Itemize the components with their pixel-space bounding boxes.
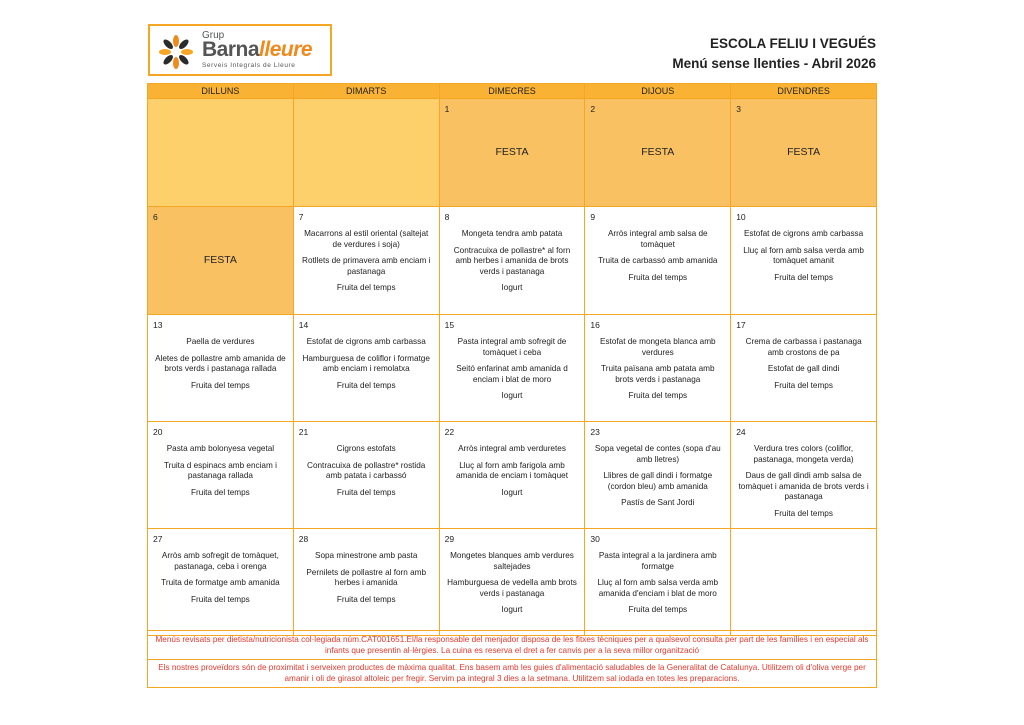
day-number: 24 (736, 427, 746, 437)
day-cell (293, 207, 439, 315)
dish-list (294, 422, 439, 498)
dish-item: Lluç al forn amb salsa verda amb amanida d'enciam i blat de moro (597, 578, 719, 598)
dish-item: Fruita del temps (336, 487, 396, 497)
dish-list (585, 422, 730, 509)
day-cell (148, 315, 294, 422)
dish-item: Rotllets de primavera amb enciam i pastanaga (302, 256, 431, 276)
dish-item: Pastís de Sant Jordi (621, 498, 695, 507)
day-number: 28 (298, 534, 309, 544)
day-number: 27 (153, 534, 163, 544)
day-number: 6 (153, 212, 158, 222)
day-number: 23 (590, 427, 600, 437)
dish-item: Fruita del temps (628, 605, 688, 614)
dish-list (148, 422, 293, 498)
day-number: 13 (153, 320, 163, 330)
dish-item: Fruita del temps (774, 508, 833, 518)
week-row (148, 315, 877, 422)
day-cell (585, 207, 731, 315)
dish-item: Contracuixa de pollastre* al forn amb herbes i amanida de brots verds i pastanaga (453, 245, 571, 276)
dish-item: Pernilets de pollastre al forn amb herbes i amanida (306, 567, 427, 587)
dish-item: Seitó enfarinat amb amanida d enciam i blat de moro (456, 364, 568, 384)
dish-list (731, 422, 876, 519)
day-number: 2 (590, 104, 596, 114)
day-number: 8 (444, 212, 450, 222)
logo-tagline: Serveis Integrals de Lleure (202, 62, 296, 69)
dish-item: Hamburguesa de vedella amb brots verds i pastanaga (447, 578, 577, 598)
day-number: 3 (736, 104, 741, 114)
menu-weeks (148, 99, 877, 636)
week-row (148, 207, 877, 315)
dish-item: Estofat de gall dindi (767, 364, 840, 373)
day-number: 9 (590, 212, 596, 222)
dish-item: Estofat de cigrons amb carbassa (743, 229, 864, 238)
dish-item: Pasta amb bolonyesa vegetal (166, 444, 275, 453)
week-row (148, 529, 877, 636)
day-cell (293, 99, 439, 207)
holiday-label: FESTA (495, 146, 529, 158)
day-cell (293, 422, 439, 529)
dish-item: Arròs integral amb salsa de tomàquet (607, 229, 708, 249)
dish-list (440, 207, 585, 294)
dish-item: Paella de verdures (186, 337, 255, 346)
day-cell (585, 529, 731, 636)
dish-item: Fruita del temps (191, 487, 250, 497)
day-number: 29 (444, 534, 455, 544)
day-number: 22 (444, 427, 455, 437)
day-cell (731, 315, 877, 422)
dish-item: Fruita del temps (191, 380, 250, 390)
dish-item: Sopa minestrone amb pasta (314, 551, 418, 560)
day-number: 14 (298, 320, 309, 330)
day-cell (439, 529, 585, 636)
dish-item: Fruita del temps (628, 272, 688, 282)
dish-item: Estofat de cigrons amb carbassa (306, 337, 426, 346)
dish-list (585, 529, 730, 616)
weekday-header: DIVENDRES (731, 84, 877, 99)
weekday-header: DIMARTS (293, 84, 439, 99)
dish-list (585, 315, 730, 402)
day-cell (731, 422, 877, 529)
dish-item: Cigrons estofats (336, 444, 396, 453)
dish-item: Iogurt (501, 391, 523, 400)
dish-list (148, 315, 293, 391)
dish-item: Fruita del temps (774, 380, 833, 390)
dish-list (294, 315, 439, 391)
day-cell (585, 315, 731, 422)
dish-item: Arròs integral amb verduretes (458, 444, 566, 453)
day-number: 20 (153, 427, 163, 437)
dish-item: Hamburguesa de coliflor i formatge amb enciam i remolatxa (302, 353, 430, 373)
dish-list (440, 529, 585, 616)
day-cell (439, 207, 585, 315)
dish-item: Truita païsana amb patata amb brots verds i pastanaga (601, 364, 715, 384)
dish-list (585, 207, 730, 283)
dish-item: Fruita del temps (628, 391, 688, 400)
day-cell (148, 422, 294, 529)
week-row (148, 422, 877, 529)
logo-name: Barnalleure (202, 38, 313, 61)
dish-item: Pasta integral amb sofregit de tomàquet i ceba (457, 337, 567, 357)
holiday-label: FESTA (641, 146, 675, 158)
dish-item: Truita de formatge amb amanida (161, 578, 280, 587)
day-cell (148, 529, 294, 636)
menu-title: Menú sense llenties - Abril 2026 (672, 56, 876, 71)
dish-item: Fruita del temps (191, 594, 250, 604)
weekday-header: DILLUNS (148, 84, 294, 99)
dish-list (148, 529, 293, 605)
dish-item: Iogurt (501, 605, 523, 614)
dish-item: Sopa vegetal de contes (sopa d'au amb lletres) (594, 444, 721, 464)
day-cell (585, 422, 731, 529)
dish-item: Estofat de mongeta blanca amb verdures (599, 337, 716, 357)
day-cell (293, 529, 439, 636)
day-cell (585, 99, 731, 207)
dish-item: Arròs amb sofregit de tomàquet, pastanaga, ceba i orenga (161, 551, 279, 571)
holiday-label: FESTA (787, 146, 821, 158)
day-cell (439, 99, 585, 207)
day-cell (148, 207, 294, 315)
weekday-header: DIMECRES (439, 84, 585, 99)
dish-item: Daus de gall dindi amb salsa de tomàquet i amanida de brots verds i pastanaga (738, 471, 869, 501)
weekday-header: DIJOUS (585, 84, 731, 99)
dish-list (731, 315, 876, 391)
dish-list (440, 315, 585, 402)
dish-item: Aletes de pollastre amb amanida de brots verds i pastanaga rallada (155, 353, 286, 373)
dish-item: Lluç al forn amb salsa verda amb tomàquet amanit (743, 245, 864, 265)
dish-item: Truita d espinacs amb enciam i pastanaga rallada (163, 460, 277, 480)
dish-item: Iogurt (501, 487, 523, 497)
dish-item: Pasta integral a la jardinera amb formatge (598, 551, 717, 571)
day-cell (731, 207, 877, 315)
day-cell (439, 315, 585, 422)
document-header (672, 34, 876, 74)
day-cell (148, 99, 294, 207)
dish-item: Lluç al forn amb farigola amb amanida de enciam i tomàquet (456, 460, 568, 480)
dish-item: Llibres de gall dindi i formatge (cordon bleu) amb amanida (603, 471, 713, 491)
weekday-header-row (148, 84, 877, 99)
dish-list (294, 529, 439, 605)
dish-item: Verdura tres colors (coliflor, pastanaga, mongeta verda) (753, 444, 854, 464)
day-cell (731, 99, 877, 207)
logo (148, 24, 332, 76)
suppliers-note: Els nostres proveïdors són de proximitat i serveixen productes de màxima qualitat. Ens basem amb les guies d'alimentació saludables de la Generalitat de Catalunya. Utilitzem oli d'oliva verge per amanir i oli de girasol altoleic per fregir. Servim pa integral 3 dies a la setmana. Utilitzem sal iodada en totes les preparacions. (147, 660, 877, 688)
day-number: 17 (736, 320, 746, 330)
dish-item: Fruita del temps (336, 283, 396, 292)
sun-flower-icon (156, 34, 196, 70)
dish-item: Macarrons al estil oriental (saltejat de verdures i soja) (304, 229, 429, 249)
dish-item: Fruita del temps (336, 594, 396, 604)
dietitian-note: Menús revisats per dietista/nutricionista col·legiada núm.CAT001651.El/la responsable del menjador disposa de les fitxes tècniques per a qualsevol consulta per part de les famílies i en especial als infants que presentin al·lèrgies. La cuina es reserva el dret a fer canvis per a la seva millor organització (147, 630, 877, 660)
dish-item: Truita de carbassó amb amanida (598, 256, 718, 265)
holiday-label: FESTA (203, 254, 237, 266)
dish-list (731, 207, 876, 283)
dish-item: Iogurt (501, 283, 523, 292)
dish-item: Crema de carbassa i pastanaga amb crostons de pa (745, 337, 862, 357)
day-number: 16 (590, 320, 600, 330)
day-number: 21 (298, 427, 309, 437)
dish-item: Fruita del temps (336, 380, 396, 390)
dish-item: Contracuixa de pollastre* rostida amb patata i carbassó (307, 460, 426, 480)
day-cell (731, 529, 877, 636)
menu-calendar-table (147, 83, 877, 636)
day-cell (439, 422, 585, 529)
dish-list (294, 207, 439, 294)
day-number: 30 (590, 534, 600, 544)
logo-grup-text: Grup (202, 30, 225, 41)
dish-item: Fruita del temps (774, 272, 833, 282)
dish-item: Mongetes blanques amb verdures saltejades (450, 551, 574, 571)
day-number: 15 (444, 320, 455, 330)
school-name: ESCOLA FELIU I VEGUÉS (709, 36, 876, 51)
week-row (148, 99, 877, 207)
dish-list (440, 422, 585, 498)
day-number: 1 (444, 104, 450, 114)
dish-item: Mongeta tendra amb patata (461, 229, 563, 238)
day-cell (293, 315, 439, 422)
day-number: 10 (736, 212, 746, 222)
day-number: 7 (298, 212, 304, 222)
